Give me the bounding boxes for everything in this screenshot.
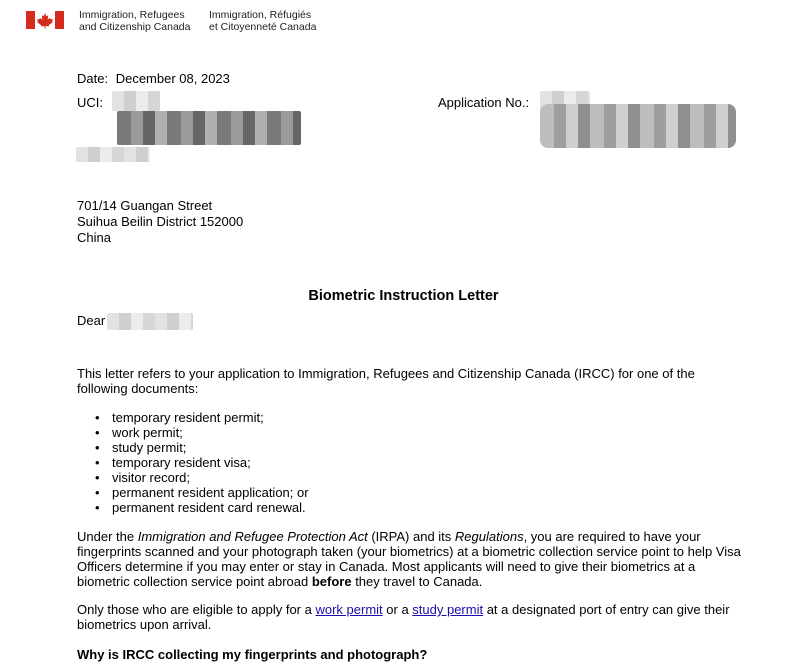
- list-item: • study permit;: [95, 440, 309, 455]
- department-fr-line1: Immigration, Réfugiés: [209, 9, 312, 21]
- poe-text-1: Only those who are eligible to apply for a: [77, 602, 316, 617]
- list-item: • permanent resident card renewal.: [95, 500, 309, 515]
- address-line-3: China: [77, 230, 111, 245]
- address-line-2: Suihua Beilin District 152000: [77, 214, 244, 229]
- irpa-text-3: , you are required to have your fingerprints scanned and your photograph taken (your biometrics) at a biometric collection service point to help Visa Officers determine if you may enter or stay in Canada. Most applicants will need to give their biometrics at a biometric collection service point abroad: [77, 529, 741, 589]
- poe-text-3: at a designated port of entry can give their biometrics upon arrival.: [77, 602, 730, 632]
- department-name-french: [209, 9, 316, 33]
- irpa-paragraph: [77, 529, 747, 589]
- work-permit-link[interactable]: work permit: [315, 602, 383, 617]
- list-item: • permanent resident application; or: [95, 485, 309, 500]
- department-en-line2: and Citizenship Canada: [79, 21, 191, 33]
- irpa-text-2: (IRPA) and its: [367, 529, 455, 544]
- application-number-label: Application No.:: [438, 95, 530, 110]
- date-row: [77, 71, 230, 86]
- redacted-recipient-name: [107, 313, 193, 330]
- canada-flag-icon: [26, 11, 64, 29]
- irpa-text-1: Under the: [77, 529, 138, 544]
- redacted-application-number: [540, 104, 736, 148]
- redacted-name-line: [76, 147, 150, 162]
- irpa-act-name: Immigration and Refugee Protection Act: [137, 529, 368, 544]
- list-item: • work permit;: [95, 425, 309, 440]
- department-fr-line2: et Citoyenneté Canada: [209, 21, 317, 33]
- document-list: [95, 410, 309, 515]
- salutation: Dear: [77, 313, 106, 328]
- address-line-1: 701/14 Guangan Street: [77, 198, 213, 213]
- redacted-uci-top: [112, 91, 160, 111]
- department-name-english: [79, 9, 191, 33]
- port-of-entry-paragraph: [77, 602, 737, 632]
- date-value: December 08, 2023: [115, 71, 230, 86]
- intro-paragraph: This letter refers to your application to Immigration, Refugees and Citizenship Canada (IRCC) for one of the following documents:: [77, 366, 695, 396]
- list-item: • visitor record;: [95, 470, 309, 485]
- irpa-text-4: they travel to Canada.: [351, 574, 483, 589]
- redacted-uci: [117, 111, 301, 145]
- section-question-heading: Why is IRCC collecting my fingerprints and photograph?: [77, 647, 428, 662]
- letter-title: Biometric Instruction Letter: [308, 288, 499, 304]
- irpa-regulations: Regulations: [454, 529, 524, 544]
- irpa-before-bold: before: [311, 574, 352, 589]
- poe-text-2: or a: [382, 602, 413, 617]
- list-item: • temporary resident permit;: [95, 410, 309, 425]
- date-label: Date:: [77, 71, 109, 86]
- uci-label: UCI:: [77, 95, 103, 110]
- study-permit-link[interactable]: study permit: [412, 602, 484, 617]
- address-block: [77, 198, 243, 246]
- department-en-line1: Immigration, Refugees: [79, 9, 185, 21]
- list-item: • temporary resident visa;: [95, 455, 309, 470]
